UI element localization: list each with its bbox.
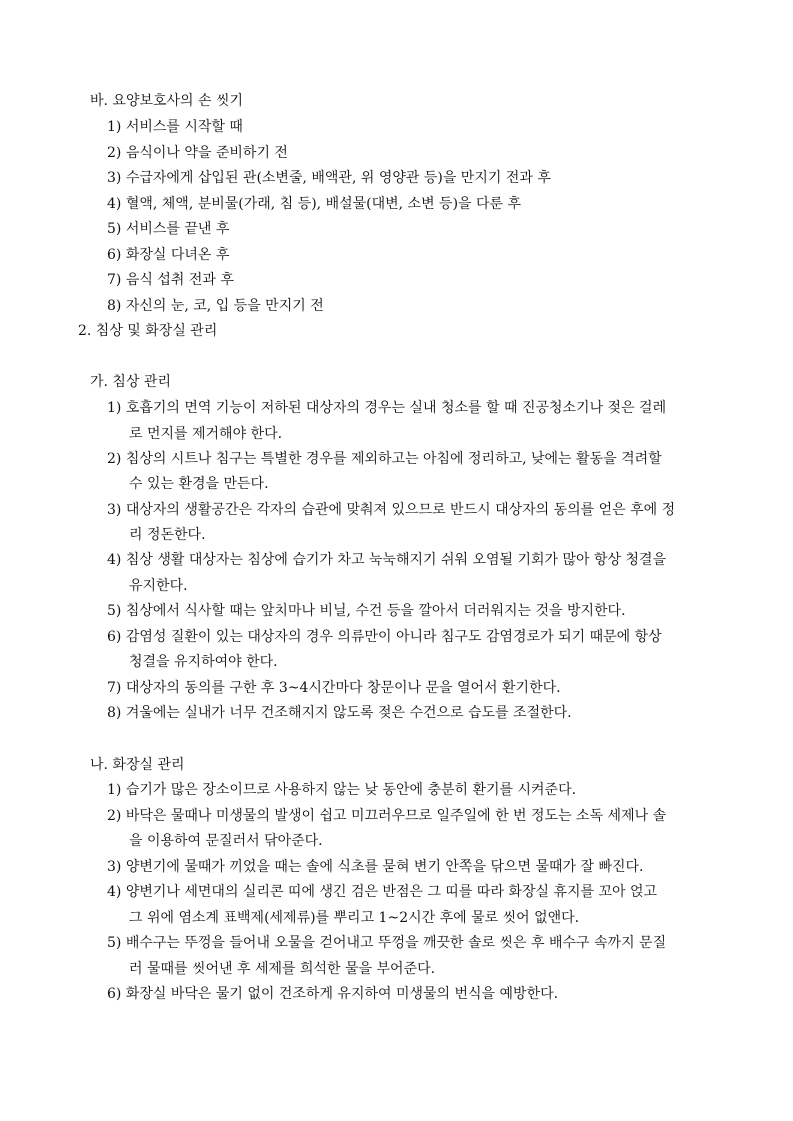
list-item <box>107 270 234 290</box>
item-number: 4) <box>107 552 122 568</box>
item-number: 1) <box>107 400 122 416</box>
list-item <box>107 703 747 723</box>
list-item <box>107 806 747 826</box>
item-number: 1) <box>107 782 122 798</box>
item-text-continued: 그 위에 염소계 표백제(세제류)를 뿌리고 1~2시간 후에 물로 씻어 없앤다. <box>129 910 580 926</box>
item-number: 6) <box>107 247 122 263</box>
list-item <box>107 984 747 1004</box>
item-text: 음식 섭취 전과 후 <box>125 272 234 288</box>
list-item <box>107 219 229 239</box>
item-text: 대상자의 생활공간은 각자의 습관에 맞춰져 있으므로 반드시 대상자의 동의를 얻은 후에 정 <box>125 502 676 518</box>
item-text-continued: 러 물때를 씻어낸 후 세제를 희석한 물을 부어준다. <box>129 961 436 977</box>
item-text: 음식이나 약을 준비하기 전 <box>125 145 288 161</box>
item-text: 바닥은 물때나 미생물의 발생이 쉽고 미끄러우므로 일주일에 한 번 정도는 소독 세제나 솔 <box>125 808 667 824</box>
item-number: 3) <box>107 502 122 518</box>
list-item <box>107 882 747 902</box>
item-number: 5) <box>107 935 122 951</box>
section-heading-handwashing: 바. 요양보호사의 손 씻기 <box>90 93 244 109</box>
item-number: 3) <box>107 170 122 186</box>
section-heading-bed-toilet: 2. 침상 및 화장실 관리 <box>78 323 218 339</box>
list-item <box>107 857 747 877</box>
list-item <box>107 601 747 621</box>
item-number: 8) <box>107 705 122 721</box>
item-text: 양변기에 물때가 끼었을 때는 솔에 식초를 묻혀 변기 안쪽을 닦으면 물때가 잘 빠진다. <box>125 859 644 875</box>
item-text: 침상에서 식사할 때는 앞치마나 비닐, 수건 등을 깔아서 더러워지는 것을 방지한다. <box>125 603 626 619</box>
item-text-continued: 로 먼지를 제거해야 한다. <box>129 426 283 442</box>
list-item <box>107 449 747 469</box>
list-item <box>107 194 521 214</box>
list-item <box>107 780 747 800</box>
item-number: 2) <box>107 145 122 161</box>
item-number: 6) <box>107 986 122 1002</box>
item-text-continued: 청결을 유지하여야 한다. <box>129 654 278 670</box>
list-item <box>107 296 324 316</box>
item-number: 6) <box>107 629 122 645</box>
item-text: 화장실 다녀온 후 <box>125 247 230 263</box>
item-number: 4) <box>107 196 122 212</box>
item-number: 4) <box>107 884 122 900</box>
item-text: 침상 생활 대상자는 침상에 습기가 차고 눅눅해지기 쉬워 오염될 기회가 많아 항상 청결을 <box>125 552 667 568</box>
section-heading-bed: 가. 침상 관리 <box>90 374 171 390</box>
item-text: 습기가 많은 장소이므로 사용하지 않는 낮 동안에 충분히 환기를 시켜준다. <box>125 782 577 798</box>
item-number: 7) <box>107 680 122 696</box>
item-text: 화장실 바닥은 물기 없이 건조하게 유지하여 미생물의 번식을 예방한다. <box>125 986 559 1002</box>
item-number: 7) <box>107 272 122 288</box>
list-item <box>107 500 747 520</box>
item-number: 3) <box>107 859 122 875</box>
item-text: 자신의 눈, 코, 입 등을 만지기 전 <box>125 298 324 314</box>
list-item <box>107 117 243 137</box>
item-text: 감염성 질환이 있는 대상자의 경우 의류만이 아니라 침구도 감염경로가 되기 때문에 항상 <box>125 629 662 645</box>
list-item <box>107 168 551 188</box>
item-text-continued: 을 이용하여 문질러서 닦아준다. <box>129 833 323 849</box>
item-text: 배수구는 뚜껑을 들어내 오물을 걷어내고 뚜껑을 깨끗한 솔로 씻은 후 배수구 속까지 문질 <box>125 935 667 951</box>
list-item <box>107 627 747 647</box>
list-item <box>107 245 229 265</box>
section-heading-toilet: 나. 화장실 관리 <box>90 757 185 773</box>
list-item <box>107 933 747 953</box>
item-text: 수급자에게 삽입된 관(소변줄, 배액관, 위 영양관 등)을 만지기 전과 후 <box>125 170 551 186</box>
item-text: 혈액, 체액, 분비물(가래, 침 등), 배설물(대변, 소변 등)을 다룬 후 <box>125 196 522 212</box>
item-number: 1) <box>107 119 122 135</box>
item-text: 양변기나 세면대의 실리콘 띠에 생긴 검은 반점은 그 띠를 따라 화장실 휴지를 꼬아 얹고 <box>125 884 658 900</box>
item-number: 2) <box>107 451 122 467</box>
item-text: 호흡기의 면역 기능이 저하된 대상자의 경우는 실내 청소를 할 때 진공청소기나 젖은 걸레 <box>125 400 667 416</box>
item-text: 대상자의 동의를 구한 후 3~4시간마다 창문이나 문을 열어서 환기한다. <box>125 680 561 696</box>
item-text: 서비스를 끝낸 후 <box>125 221 230 237</box>
item-text-continued: 리 정돈한다. <box>129 527 206 543</box>
item-number: 5) <box>107 603 122 619</box>
item-number: 2) <box>107 808 122 824</box>
item-text: 침상의 시트나 침구는 특별한 경우를 제외하고는 아침에 정리하고, 낮에는 활동을 격려할 <box>125 451 662 467</box>
list-item <box>107 678 747 698</box>
list-item <box>107 550 747 570</box>
list-item <box>107 398 747 418</box>
item-text-continued: 유지한다. <box>129 578 188 594</box>
item-text: 겨울에는 실내가 너무 건조해지지 않도록 젖은 수건으로 습도를 조절한다. <box>125 705 572 721</box>
item-text-continued: 수 있는 환경을 만든다. <box>129 476 269 492</box>
item-text: 서비스를 시작할 때 <box>125 119 243 135</box>
item-number: 8) <box>107 298 122 314</box>
item-number: 5) <box>107 221 122 237</box>
list-item <box>107 143 288 163</box>
